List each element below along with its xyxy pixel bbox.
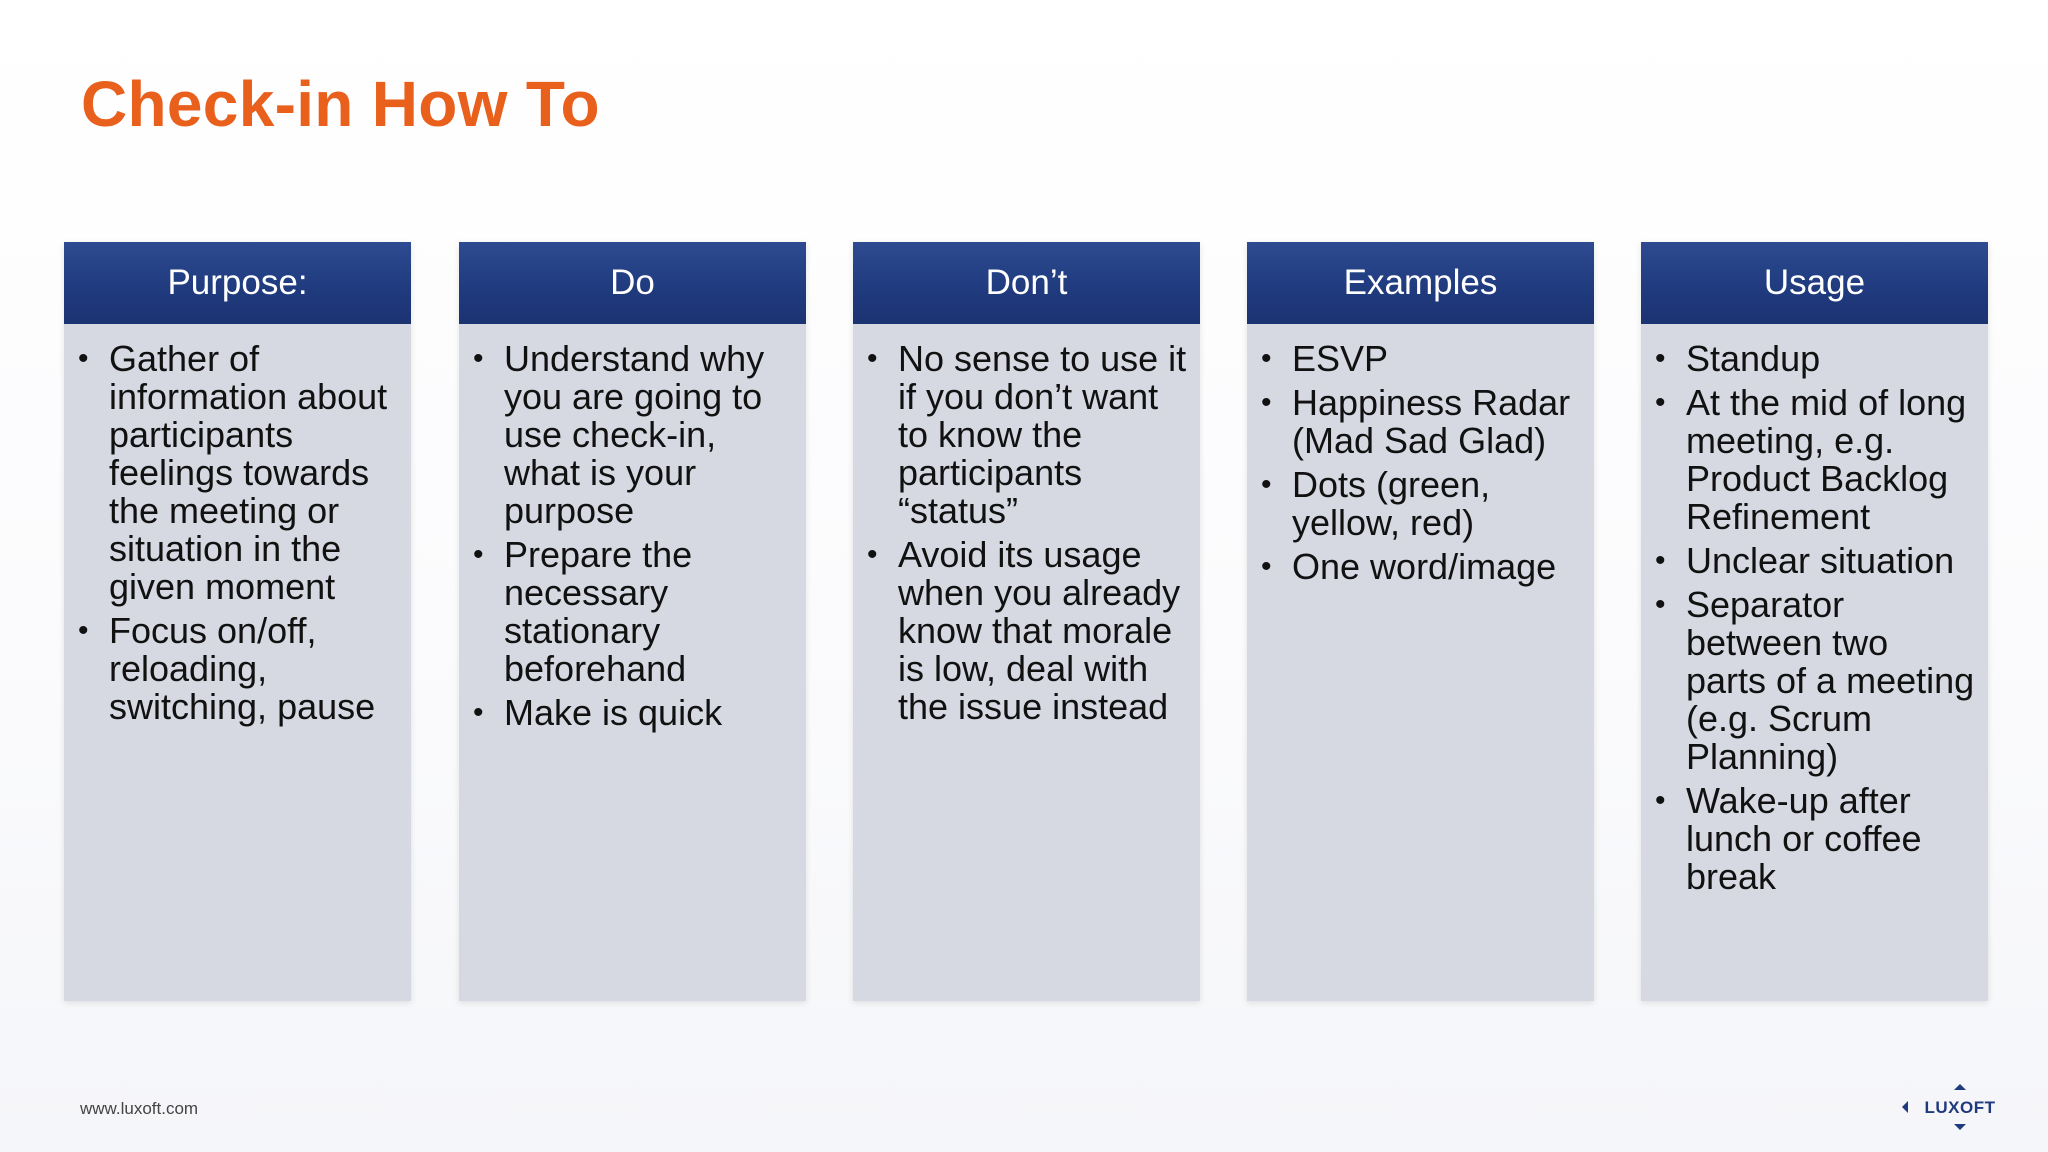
list-item: • Make is quick xyxy=(459,694,794,732)
list-item: • Unclear situation xyxy=(1641,542,1976,580)
bullet-list xyxy=(853,340,1200,726)
column-header: Examples xyxy=(1247,242,1594,324)
column-usage xyxy=(1641,242,1988,1001)
column-header: Usage xyxy=(1641,242,1988,324)
list-item: • Focus on/off, reloading, switching, pause xyxy=(64,612,399,726)
column-examples xyxy=(1247,242,1594,1001)
list-item: • Happiness Radar (Mad Sad Glad) xyxy=(1247,384,1582,460)
list-item: • One word/image xyxy=(1247,548,1582,586)
list-item: • Avoid its usage when you already know that morale is low, deal with the issue instead xyxy=(853,536,1188,726)
list-item: • No sense to use it if you don’t want to know the participants “status” xyxy=(853,340,1188,530)
bullet-list xyxy=(64,340,411,726)
bullet-list xyxy=(1247,340,1594,586)
list-item: • ESVP xyxy=(1247,340,1582,378)
logo-arrow-up-icon xyxy=(1954,1084,1966,1090)
slide-title: Check-in How To xyxy=(81,68,600,140)
list-item: • Understand why you are going to use check-in, what is your purpose xyxy=(459,340,794,530)
column-header: Purpose: xyxy=(64,242,411,324)
column-do xyxy=(459,242,806,1001)
bullet-list xyxy=(1641,340,1988,896)
column-header: Don’t xyxy=(853,242,1200,324)
list-item: • Wake-up after lunch or coffee break xyxy=(1641,782,1976,896)
luxoft-logo xyxy=(1900,1082,2020,1132)
column-purpose xyxy=(64,242,411,1001)
footer-url: www.luxoft.com xyxy=(80,1099,199,1118)
column-dont xyxy=(853,242,1200,1001)
logo-arrow-left-icon xyxy=(1902,1101,1908,1113)
column-header: Do xyxy=(459,242,806,324)
list-item: • Dots (green, yellow, red) xyxy=(1247,466,1582,542)
list-item: • At the mid of long meeting, e.g. Product Backlog Refinement xyxy=(1641,384,1976,536)
bullet-list xyxy=(459,340,806,732)
logo-arrow-down-icon xyxy=(1954,1124,1966,1130)
list-item: • Prepare the necessary stationary beforehand xyxy=(459,536,794,688)
list-item: • Gather of information about participants feelings towards the meeting or situation in the given moment xyxy=(64,340,399,606)
list-item: • Standup xyxy=(1641,340,1976,378)
list-item: • Separator between two parts of a meeting (e.g. Scrum Planning) xyxy=(1641,586,1976,776)
logo-text: LUXOFT xyxy=(1924,1098,1996,1117)
